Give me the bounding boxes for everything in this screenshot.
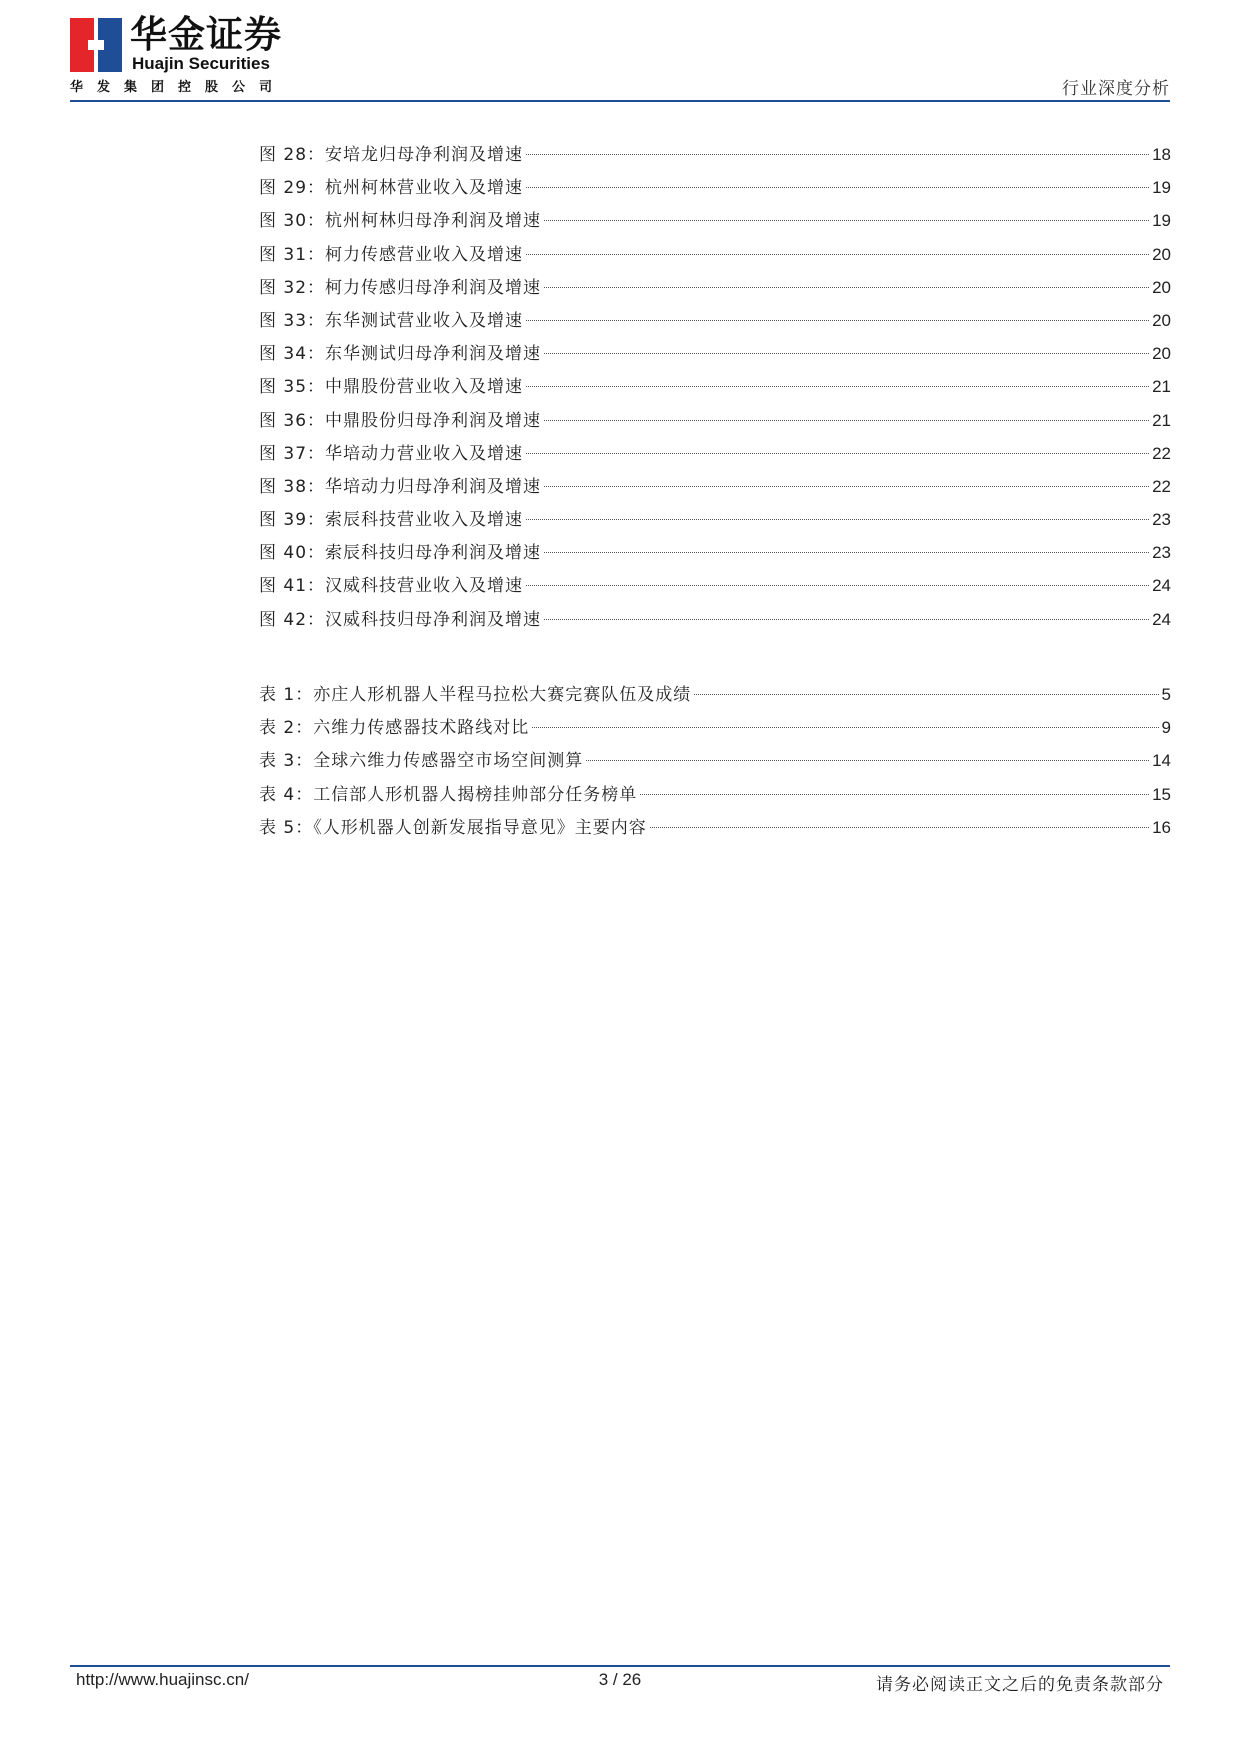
toc-entry-page: 15 (1152, 784, 1171, 804)
toc-entry-label: 表 2：六维力传感器技术路线对比 (259, 718, 530, 739)
toc-entry-label: 图 33：东华测试营业收入及增速 (259, 310, 524, 331)
toc-entry[interactable] (259, 711, 1171, 744)
toc-entry[interactable] (259, 437, 1171, 470)
figure-index (259, 138, 1171, 636)
toc-entry[interactable] (259, 238, 1171, 271)
toc-entry[interactable] (259, 603, 1171, 636)
toc-leader-dots (526, 453, 1149, 454)
report-type: 行业深度分析 (1062, 79, 1170, 99)
toc-entry[interactable] (259, 470, 1171, 503)
toc-entry-label: 图 29：杭州柯林营业收入及增速 (259, 178, 524, 199)
toc-entry-page: 22 (1152, 476, 1171, 496)
toc-entry[interactable] (259, 138, 1171, 171)
toc-entry[interactable] (259, 536, 1171, 569)
toc-entry-page: 20 (1152, 277, 1171, 297)
toc-entry-label: 表 5：《人形机器人创新发展指导意见》主要内容 (259, 817, 647, 838)
toc-entry-label: 图 32：柯力传感归母净利润及增速 (259, 277, 542, 298)
toc-entry-page: 24 (1152, 576, 1171, 596)
page-number: 3 / 26 (598, 1670, 642, 1689)
toc-leader-dots (544, 486, 1149, 487)
footer-url-link[interactable]: http://www.huajinsc.cn/ (76, 1670, 249, 1689)
toc-entry-label: 图 39：索辰科技营业收入及增速 (259, 510, 524, 531)
toc-entry-page: 9 (1161, 718, 1171, 738)
toc-entry[interactable] (259, 503, 1171, 536)
toc-entry[interactable] (259, 271, 1171, 304)
toc-entry-page: 21 (1152, 410, 1171, 430)
toc-entry-label: 图 37：华培动力营业收入及增速 (259, 443, 524, 464)
toc-entry[interactable] (259, 171, 1171, 204)
toc-entry[interactable] (259, 304, 1171, 337)
toc-leader-dots (526, 154, 1149, 155)
toc-entry-page: 23 (1152, 543, 1171, 563)
toc-entry-label: 图 41：汉威科技营业收入及增速 (259, 576, 524, 597)
toc-leader-dots (526, 187, 1149, 188)
toc-entry-page: 19 (1152, 178, 1171, 198)
toc-entry[interactable] (259, 811, 1171, 844)
toc-leader-dots (544, 420, 1149, 421)
toc-entry-page: 22 (1152, 443, 1171, 463)
toc-leader-dots (544, 619, 1149, 620)
toc-entry-label: 表 1：亦庄人形机器人半程马拉松大赛完赛队伍及成绩 (259, 685, 692, 705)
toc-entry-label: 图 34：东华测试归母净利润及增速 (259, 344, 542, 365)
toc-entry[interactable] (259, 204, 1171, 237)
toc-entry-page: 20 (1152, 310, 1171, 330)
toc-leader-dots (532, 727, 1158, 728)
toc-entry[interactable] (259, 337, 1171, 370)
toc-entry[interactable] (259, 678, 1171, 711)
toc-leader-dots (526, 254, 1149, 255)
toc-entry-page: 21 (1152, 377, 1171, 397)
toc-entry-label: 图 35：中鼎股份营业收入及增速 (259, 377, 524, 398)
table-index (259, 678, 1171, 844)
toc-leader-dots (544, 220, 1149, 221)
brand-group-tagline: 华发集团控股公司 (70, 80, 287, 95)
toc-leader-dots (544, 287, 1149, 288)
toc-leader-dots (586, 760, 1149, 761)
toc-leader-dots (526, 386, 1149, 387)
toc-leader-dots (544, 552, 1149, 553)
toc-entry-page: 23 (1152, 510, 1171, 530)
toc-entry-label: 图 31：柯力传感营业收入及增速 (259, 244, 524, 265)
toc-leader-dots (526, 585, 1149, 586)
toc-entry-page: 16 (1152, 817, 1171, 837)
toc-entry-page: 14 (1152, 751, 1171, 771)
toc-entry[interactable] (259, 778, 1171, 811)
toc-leader-dots (640, 794, 1149, 795)
toc-entry-label: 图 30：杭州柯林归母净利润及增速 (259, 211, 542, 232)
toc-entry-page: 19 (1152, 211, 1171, 231)
toc-entry-page: 20 (1152, 344, 1171, 364)
toc-entry[interactable] (259, 404, 1171, 437)
toc-entry[interactable] (259, 370, 1171, 403)
page-header (70, 14, 1170, 104)
header-divider (70, 100, 1170, 102)
footer-divider (70, 1665, 1170, 1667)
toc-leader-dots (544, 353, 1149, 354)
huajin-logo-icon (70, 18, 122, 72)
toc-leader-dots (526, 320, 1149, 321)
toc-entry-page: 18 (1152, 145, 1171, 164)
toc-leader-dots (650, 827, 1149, 828)
toc-entry-label: 表 3：全球六维力传感器空市场空间测算 (259, 751, 584, 772)
toc-entry-page: 5 (1161, 685, 1171, 704)
toc-entry-label: 图 42：汉威科技归母净利润及增速 (259, 609, 542, 630)
toc-entry-label: 图 28：安培龙归母净利润及增速 (259, 145, 524, 165)
brand-name-cn: 华金证券 (130, 13, 282, 56)
toc-leader-dots (526, 519, 1149, 520)
toc-entry[interactable] (259, 744, 1171, 777)
toc-entry-label: 图 36：中鼎股份归母净利润及增速 (259, 410, 542, 431)
footer-disclaimer: 请务必阅读正文之后的免责条款部分 (876, 1675, 1164, 1695)
toc-entry[interactable] (259, 569, 1171, 602)
toc-entry-label: 表 4：工信部人形机器人揭榜挂帅部分任务榜单 (259, 784, 638, 805)
toc-entry-page: 20 (1152, 244, 1171, 264)
toc-entry-label: 图 40：索辰科技归母净利润及增速 (259, 543, 542, 564)
toc-leader-dots (694, 694, 1158, 695)
toc-entry-label: 图 38：华培动力归母净利润及增速 (259, 476, 542, 497)
brand-name-en: Huajin Securities (132, 54, 270, 73)
toc-entry-page: 24 (1152, 609, 1171, 629)
